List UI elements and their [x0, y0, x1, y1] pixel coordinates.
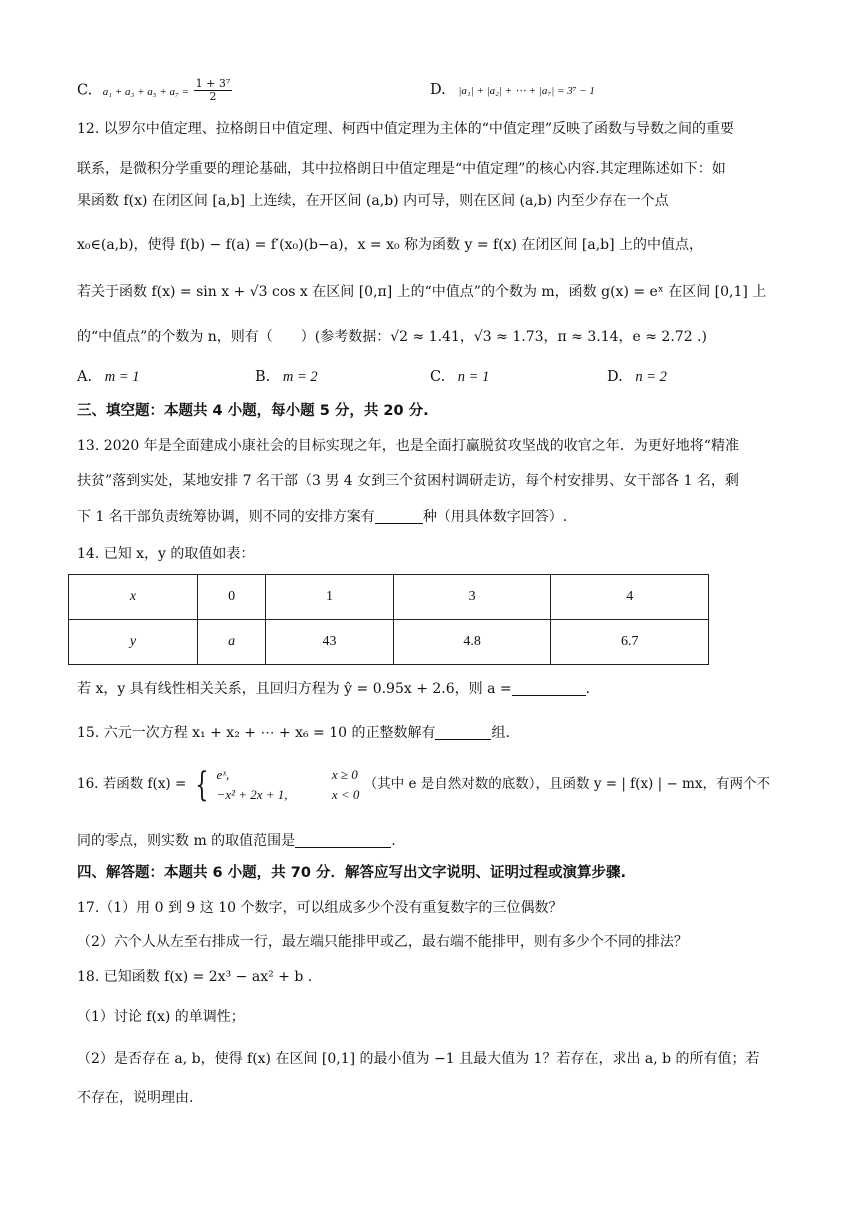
q17-part-2: （2）六个人从左至右排成一行，最左端只能排甲或乙，最右端不能排甲，则有多少个不同的排法？	[77, 934, 688, 950]
q14-answer-blank[interactable]	[512, 681, 586, 696]
q14-value-table	[68, 574, 709, 665]
q16-case-1-cond: x ≥ 0	[331, 767, 358, 782]
q12-line-2: 联系，是微积分学重要的理论基础，其中拉格朗日中值定理是“中值定理”的核心内容.其定理陈述如下：如	[77, 161, 726, 177]
q13-line-3-text-a: 下 1 名干部负责统筹协调，则不同的安排方案有	[77, 509, 375, 525]
q16-line-2-end: .	[391, 833, 396, 849]
q16-line-2-text: 同的零点，则实数 m 的取值范围是	[77, 833, 296, 849]
q16-piecewise-conds	[332, 765, 360, 804]
table-cell: y	[69, 620, 198, 665]
q16-suffix: （其中 e 是自然对数的底数），且函数 y = | f(x) | − mx，有两个不	[363, 775, 770, 792]
q16-line-2	[77, 833, 396, 848]
q15-line	[77, 725, 510, 740]
table-cell: 3	[393, 575, 551, 620]
q15-text-b: 组.	[491, 725, 510, 741]
q14-intro: 14. 已知 x，y 的取值如表：	[77, 546, 255, 562]
q12-option-a-text: m = 1	[104, 369, 140, 385]
q11-option-d-label: D.	[430, 82, 446, 98]
q16-prefix: 16. 若函数 f(x) =	[77, 775, 187, 792]
table-cell: 1	[266, 575, 394, 620]
q16-case-2-expr: −x² + 2x + 1,	[216, 786, 288, 802]
q16-brace: {	[194, 764, 208, 805]
q12-option-d	[607, 369, 667, 386]
q12-option-a-label: A.	[77, 369, 93, 385]
q12-option-c-text: n = 1	[457, 369, 490, 385]
table-cell: a	[198, 620, 266, 665]
q18-part-2-line-1: （2）是否存在 a, b，使得 f(x) 在区间 [0,1] 的最小值为 −1 且最大值为 1？若存在，求出 a, b 的所有值；若	[77, 1051, 760, 1067]
q16-line-1	[77, 765, 770, 804]
q12-line-4: x₀∈(a,b)，使得 f(b) − f(a) = f′(x₀)(b−a)，x = x₀ 称为函数 y = f(x) 在闭区间 [a,b] 上的中值点，	[77, 237, 704, 253]
q12-option-d-text: n = 2	[635, 369, 667, 385]
q11-option-d	[430, 82, 595, 98]
q12-option-b-label: B.	[255, 369, 271, 385]
q14-question	[77, 681, 590, 696]
table-cell: 4	[551, 575, 709, 620]
q13-line-2: 扶贫”落到实处，某地安排 7 名干部（3 男 4 女到三个贫困村调研走访，每个村安排男、女干部各 1 名，剩	[77, 473, 739, 489]
q16-answer-blank[interactable]	[295, 833, 391, 848]
q13-line-3	[77, 509, 567, 524]
q18-part-2-line-2: 不存在，说明理由.	[77, 1090, 194, 1106]
q17-part-1: 17.（1）用 0 到 9 这 10 个数字，可以组成多少个没有重复数字的三位偶数？	[77, 900, 563, 916]
q16-piecewise-exprs	[217, 765, 288, 804]
q12-option-d-label: D.	[607, 369, 623, 385]
section-4-heading: 四、解答题：本题共 6 小题，共 70 分．解答应写出文字说明、证明过程或演算步骤.	[77, 865, 626, 881]
q18-part-1: （1）讨论 f(x) 的单调性；	[77, 1009, 245, 1025]
q11-option-d-expr: |a₁| + |a₂| + ⋯ + |a₇| = 3⁷ − 1	[458, 85, 595, 97]
q12-option-c	[430, 369, 489, 386]
q12-option-b	[255, 369, 318, 386]
section-3-heading: 三、填空题：本题共 4 小题，每小题 5 分，共 20 分.	[77, 403, 429, 419]
q16-case-1-expr: eˣ,	[216, 767, 230, 782]
q11-option-c-fraction	[194, 78, 233, 103]
q11-option-c-denominator: 2	[209, 90, 217, 104]
q11-option-c	[77, 78, 232, 103]
q13-line-1: 13. 2020 年是全面建成小康社会的目标实现之年，也是全面打赢脱贫攻坚战的收官之年．为更好地将“精准	[77, 438, 739, 454]
table-cell: 4.8	[393, 620, 551, 665]
q13-answer-blank[interactable]	[375, 509, 423, 524]
table-cell: x	[69, 575, 198, 620]
q14-question-text: 若 x，y 具有线性相关关系，且回归方程为 ŷ = 0.95x + 2.6，则 a =	[77, 681, 512, 697]
q12-line-6: 的“中值点”的个数为 n，则有（ ）(参考数据：√2 ≈ 1.41，√3 ≈ 1.73，π ≈ 3.14，e ≈ 2.72 .)	[77, 329, 707, 345]
q11-option-c-lhs: a₁ + a₃ + a₅ + a₇ =	[102, 85, 190, 98]
q11-option-c-label: C.	[77, 82, 93, 99]
q12-line-1: 12. 以罗尔中值定理、拉格朗日中值定理、柯西中值定理为主体的“中值定理”反映了函数与导数之间的重要	[77, 121, 735, 137]
table-row-y	[69, 620, 709, 665]
table-cell: 43	[266, 620, 394, 665]
q12-option-a	[77, 369, 139, 386]
q12-line-3: 果函数 f(x) 在闭区间 [a,b] 上连续，在开区间 (a,b) 内可导，则在区间 (a,b) 内至少存在一个点	[77, 193, 669, 209]
table-cell: 0	[198, 575, 266, 620]
q14-question-end: .	[585, 681, 591, 697]
q16-case-2-cond: x < 0	[331, 786, 360, 802]
q18-stem: 18. 已知函数 f(x) = 2x³ − ax² + b .	[77, 969, 313, 985]
q13-line-3-text-b: 种（用具体数字回答）.	[422, 509, 568, 525]
q12-line-5: 若关于函数 f(x) = sin x + √3 cos x 在区间 [0,π] 上的“中值点”的个数为 m，函数 g(x) = eˣ 在区间 [0,1] 上	[77, 284, 767, 300]
q12-option-b-text: m = 2	[282, 369, 318, 385]
q12-option-c-label: C.	[430, 369, 446, 385]
q15-answer-blank[interactable]	[435, 725, 491, 740]
q15-text-a: 15. 六元一次方程 x₁ + x₂ + ⋯ + x₆ = 10 的正整数解有	[77, 725, 436, 741]
q11-option-c-numerator: 1 + 3⁷	[195, 77, 231, 90]
table-row-x	[69, 575, 709, 620]
table-cell: 6.7	[551, 620, 709, 665]
